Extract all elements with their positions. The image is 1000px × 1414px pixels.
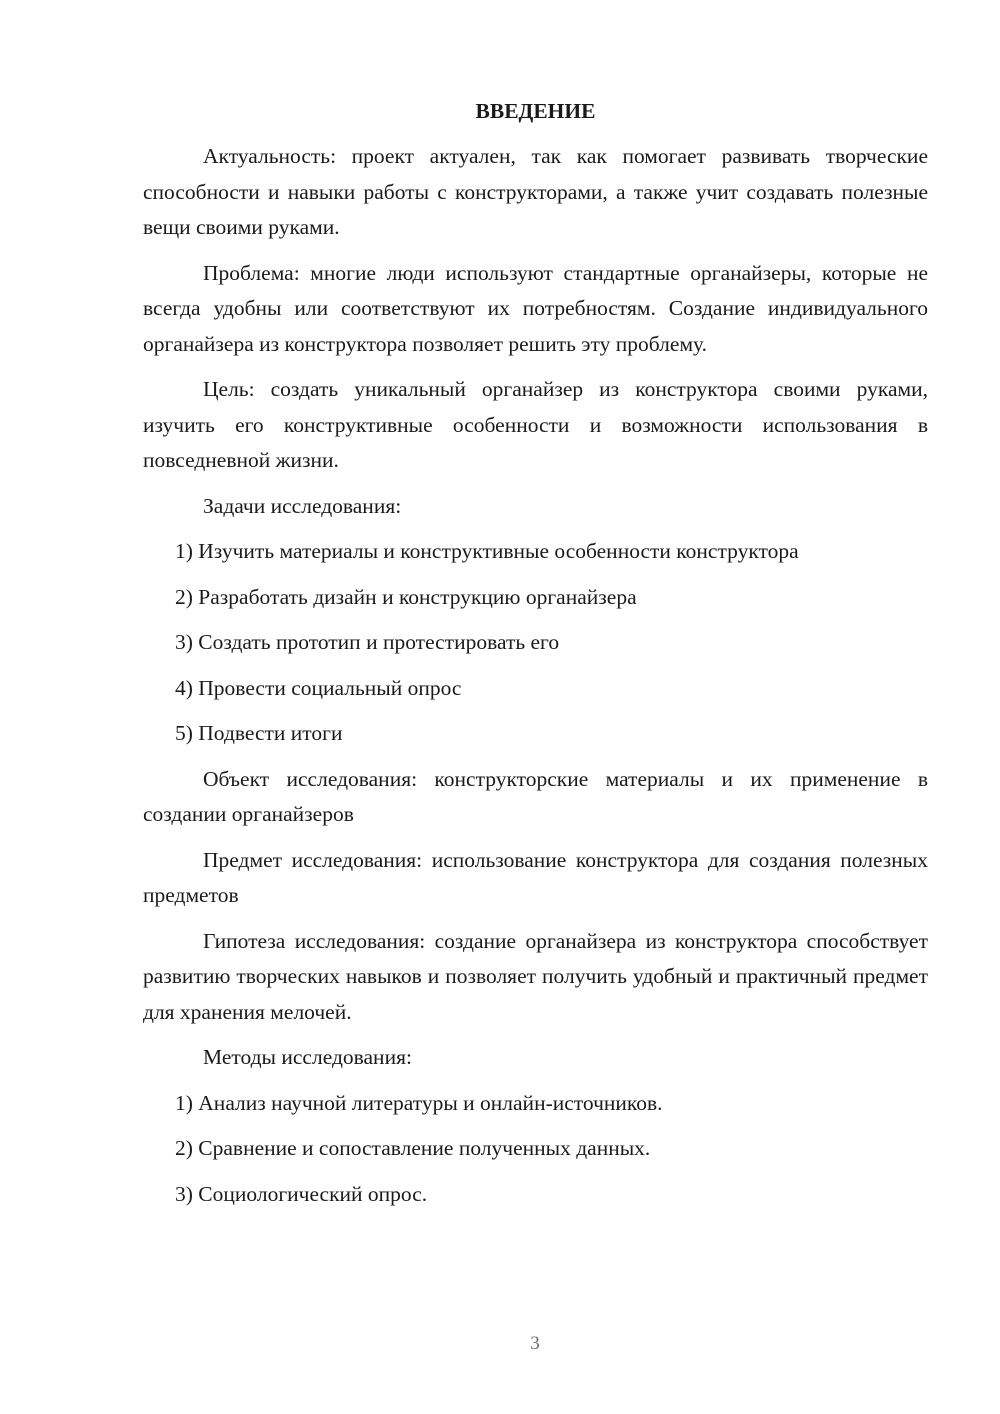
- relevance-paragraph: Актуальность: проект актуален, так как помогает развивать творческие способности и навыки работы с конструкторами, а также учит создавать полезные вещи своими руками.: [143, 144, 928, 239]
- subject-paragraph: Предмет исследования: использование конструктора для создания полезных предметов: [143, 847, 928, 907]
- section-title: ВВЕДЕНИЕ: [475, 99, 596, 123]
- tasks-list: [143, 534, 928, 752]
- list-item: 4) Провести социальный опрос: [175, 675, 462, 700]
- page-number: 3: [530, 1333, 540, 1354]
- list-item: 1) Анализ научной литературы и онлайн-источников.: [175, 1090, 663, 1115]
- object-paragraph: Объект исследования: конструкторские материалы и их применение в создании органайзеров: [143, 766, 928, 826]
- problem-paragraph: Проблема: многие люди используют стандартные органайзеры, которые не всегда удобны или соответствуют их потребностям. Создание индивидуального органайзера из конструктора позволяет решить эту проблему.: [143, 260, 928, 356]
- goal-paragraph: Цель: создать уникальный органайзер из конструктора своими руками, изучить его конструктивные особенности и возможности использования в повседневной жизни.: [143, 377, 928, 472]
- list-item: 1) Изучить материалы и конструктивные особенности конструктора: [175, 539, 799, 563]
- list-item: 2) Разработать дизайн и конструкцию органайзера: [175, 584, 637, 609]
- methods-list: [143, 1086, 928, 1213]
- tasks-heading: Задачи исследования:: [203, 493, 402, 518]
- list-item: 3) Социологический опрос.: [175, 1181, 428, 1206]
- methods-heading: Методы исследования:: [203, 1045, 412, 1069]
- list-item: 5) Подвести итоги: [175, 721, 343, 745]
- document-page: [143, 96, 928, 1222]
- hypothesis-paragraph: Гипотеза исследования: создание органайзера из конструктора способствует развитию творческих навыков и позволяет получить удобный и практичный предмет для хранения мелочей.: [143, 928, 928, 1024]
- list-item: 3) Создать прототип и протестировать его: [175, 630, 560, 654]
- list-item: 2) Сравнение и сопоставление полученных данных.: [175, 1136, 651, 1160]
